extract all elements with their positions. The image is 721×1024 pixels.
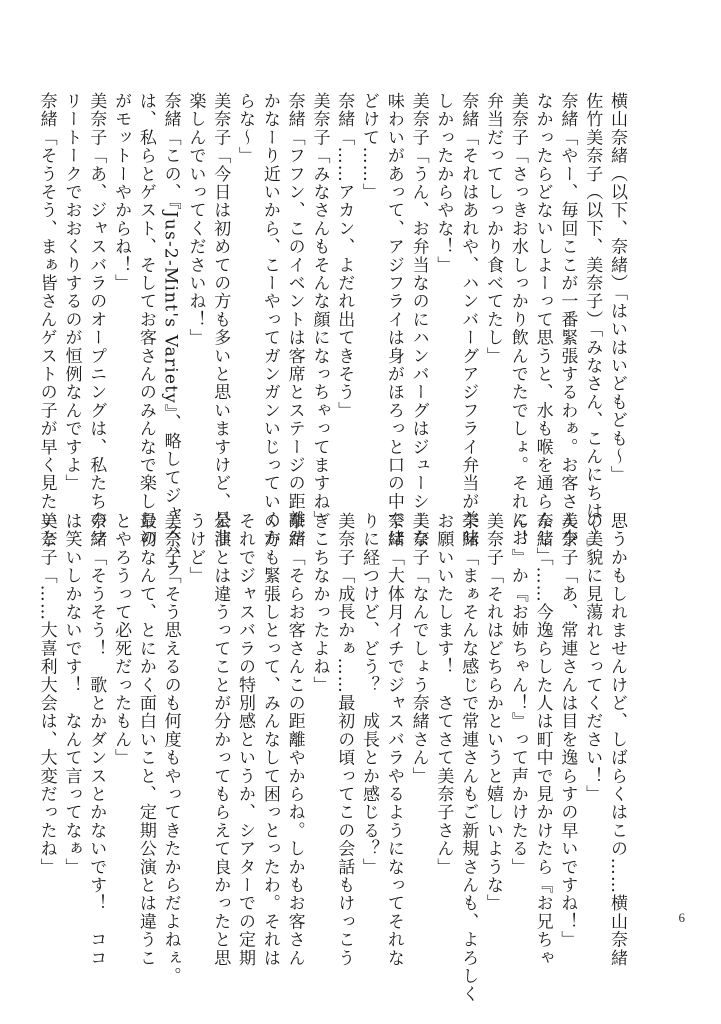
dialogue-line: かなーり近いから、こーやってガンガンいじっていくか [259, 92, 280, 547]
dialogue-line: 美奈子「さっきお水しっかり飲んでたでしょ。それにお [507, 92, 528, 547]
dialogue-line: ん！』か『お姉ちゃん！』って声かけたる」 [507, 512, 528, 876]
dialogue-line: 楽しんでいってくださいね！」 [185, 92, 206, 347]
dialogue-line: リートークでおおくりするのが恒例なんですよ」 [61, 92, 82, 493]
dialogue-line: 佐竹美奈子（以下、美奈子）「みなさん、こんにちは～」 [582, 92, 603, 557]
dialogue-line: ぎこちなかったよね」 [309, 512, 330, 694]
dialogue-line: 奈緒「大体月イチでジャスバラやるようになってそれな [383, 512, 404, 967]
dialogue-line: 奈緒「そうそう、まぁ皆さんゲストの子が早く見たいと [36, 92, 57, 547]
dialogue-block-bottom [34, 512, 629, 1004]
dialogue-line: 美奈子「あ、常連さんは目を逸らすの早いですね！」 [557, 512, 578, 949]
dialogue-line: の美貌に見蕩れとってください！」 [582, 512, 603, 804]
dialogue-line: 奈緒「フフン、このイベントは客席とステージの距離が [284, 92, 305, 547]
dialogue-line: 奈緒「この、『Jus-2-Mint's Variety』、略してジャスバラ [160, 92, 181, 578]
dialogue-line: 奈緒「それはあれや、ハンバーグアジフライ弁当が美味 [458, 92, 479, 547]
dialogue-line: どけて……」 [359, 92, 380, 202]
dialogue-line: 奈緒「……今逸らした人は町中で見かけたら『お兄ちゃ [532, 512, 553, 967]
dialogue-line: らな～」 [235, 92, 256, 165]
dialogue-line: 奈緒「……アカン、よだれ出てきそう」 [334, 92, 355, 420]
dialogue-line: がモットーやからね！」 [111, 92, 132, 293]
dialogue-line: お願いいたします！ さてさて美奈子さん」 [433, 512, 454, 876]
dialogue-line: なかったらどないしよーって思うと、水も喉を通らんし」 [532, 92, 553, 566]
dialogue-line: 美奈子「みなさんもそんな顔になっちゃってますね」 [309, 92, 330, 529]
page-number: 6 [678, 910, 685, 925]
dialogue-line: 美奈子「そう思えるのも何度もやってきたからだよねぇ。 [160, 512, 181, 986]
dialogue-line: 美奈子「成長かぁ……最初の頃ってこの会話もけっこう [334, 512, 355, 967]
dialogue-line: 美奈子「それはどちらかというと嬉しいような」 [483, 512, 504, 913]
dialogue-line: 最初なんて、とにかく面白いこと、定期公演とは違うこ [135, 512, 156, 967]
dialogue-line: りに経つけど、どう？ 成長とか感じる？」 [359, 512, 380, 876]
dialogue-line: 横山奈緒（以下、奈緒）「はいはいどもども～」 [607, 92, 627, 484]
dialogue-line: 味わいがあって、アジフライは身がほろっと口の中でほ [383, 92, 404, 547]
dialogue-line: 美奈子「今日は初めての方も多いと思いますけど、是非 [210, 92, 231, 547]
dialogue-line: 奈緒「そらお客さんこの距離やからね。しかもお客さん [284, 512, 305, 967]
dialogue-line: 公演とは違うってことが分かってもらえて良かったと思 [210, 512, 231, 967]
dialogue-line: それでジャスバラの特別感というか、シアターでの定期 [235, 512, 256, 967]
dialogue-line: は、私らとゲスト、そしてお客さんのみんなで楽しむの [135, 92, 156, 547]
dialogue-line: は笑いしかないです！ なんて言ってなぁ」 [61, 512, 82, 876]
dialogue-line: 弁当だってしっかり食べてたし」 [483, 92, 504, 365]
dialogue-line: 奈緒「やー、毎回ここが一番緊張するわぁ。お客さん少 [557, 92, 578, 547]
dialogue-line: 思うかもしれませんけど、しばらくはこの……横山奈緒 [607, 512, 627, 967]
dialogue-line: うけど」 [185, 512, 206, 585]
dialogue-line: 美奈子「なんでしょう奈緒さん」 [408, 512, 429, 785]
dialogue-line: の方も緊張しとって、みんなして困っとったわ。それは [259, 512, 280, 967]
dialogue-line: しかったからやな！」 [433, 92, 454, 274]
dialogue-line: 美奈子「……大喜利大会は、大変だったね」 [36, 512, 57, 876]
dialogue-line: とやろうって必死だったもん」 [111, 512, 132, 767]
dialogue-line: 美奈子「あ、ジャスバラのオープニングは、私たちのフ [86, 92, 107, 547]
dialogue-line: 奈緒「そうそう！ 歌とかダンスとかないです！ ココ [86, 512, 107, 967]
dialogue-line: 美奈子「うん、お弁当なのにハンバーグはジューシーな [408, 92, 429, 547]
dialogue-line: 奈緒「まぁそんな感じで常連さんもご新規さんも、よろしく [458, 512, 479, 1004]
